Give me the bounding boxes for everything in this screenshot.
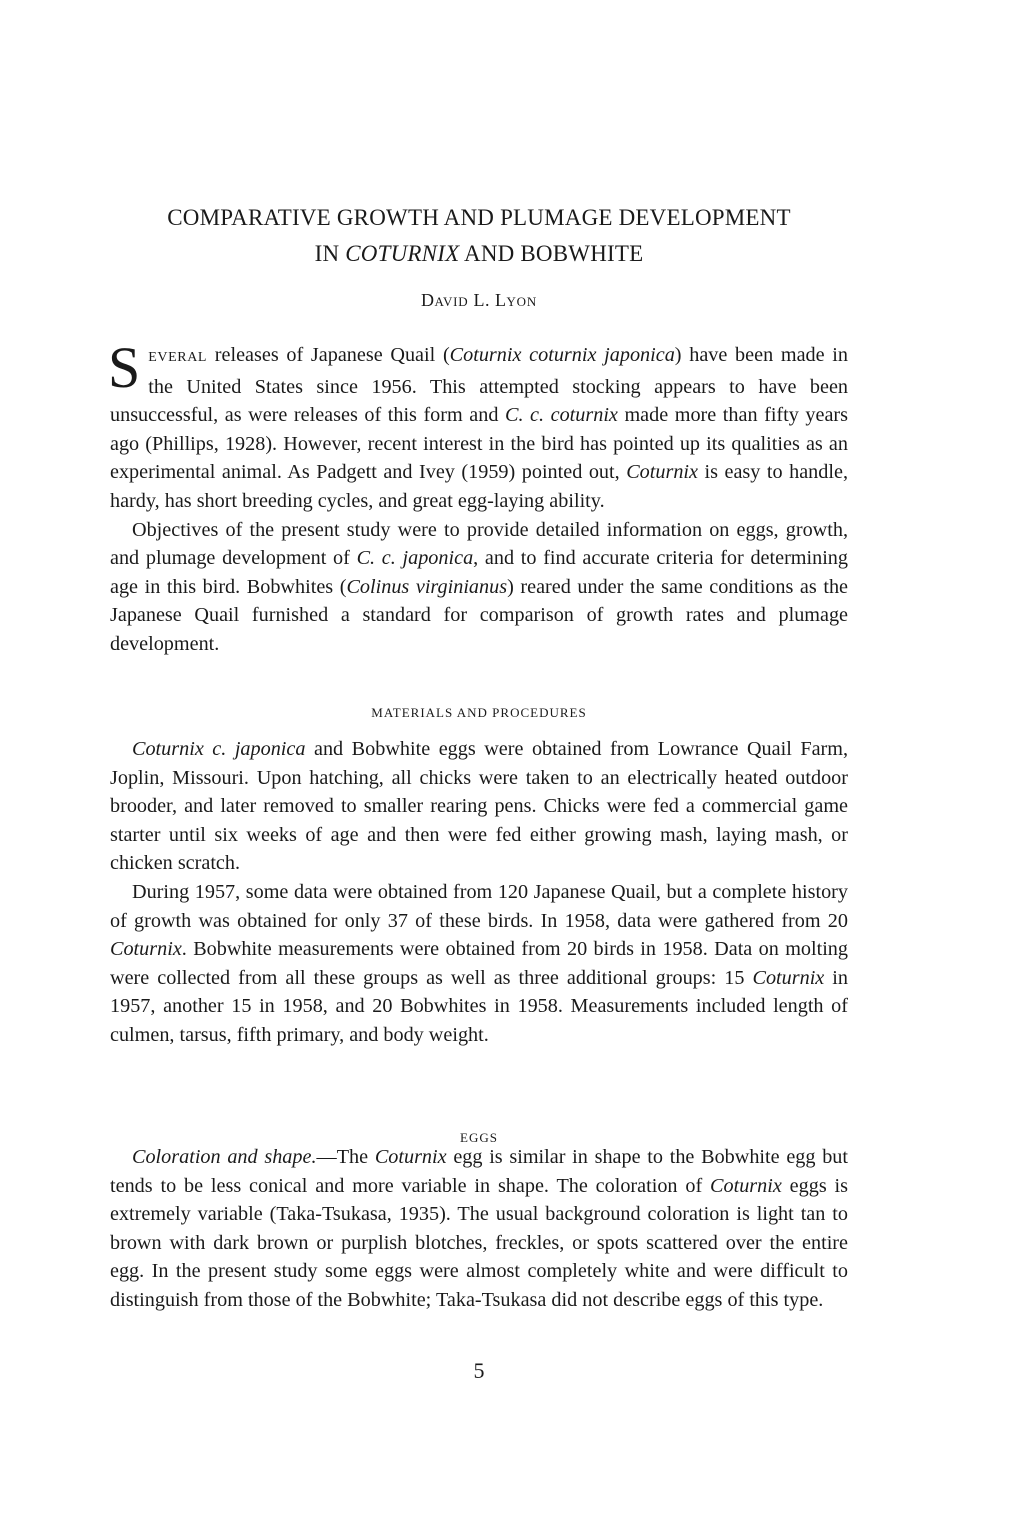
text-run: . Bobwhite measurements were obtained from 20 birds in 1958. Data on molting were collected from all these groups as well as three additional groups: 15 <box>110 938 848 989</box>
text-run: egg is similar in shape to the Bobwhite egg but tends to be less conical and more variable in shape. The coloration of <box>110 1146 848 1197</box>
page-number: 5 <box>473 1358 485 1383</box>
italic-run: C. c. japonica <box>356 547 474 570</box>
eggs-heading: EGGS <box>460 1130 498 1145</box>
text-run: and Bobwhite eggs were obtained from Lowrance Quail Farm, Joplin, Missouri. Upon hatching, all chicks were taken to an electrically heated outdoor brooder, and later removed to smaller rearing pens. Chicks were fed a commercial game starter until six weeks of age and then were fed either growing mash, laying mash, or chicken scratch. <box>110 738 849 875</box>
materials-paragraph-1 <box>110 735 848 878</box>
eggs-section <box>110 1143 848 1315</box>
materials-heading: MATERIALS AND PROCEDURES <box>371 705 587 720</box>
lead-small-caps: EVERAL <box>148 350 208 365</box>
materials-paragraph-2 <box>110 878 848 1050</box>
author-byline <box>110 290 848 311</box>
title-line-2-italic: COTURNIX <box>345 241 460 266</box>
text-run: releases of Japanese Quail ( <box>207 344 450 366</box>
text-run: in 1957, another 15 in 1958, and 20 Bobwhites in 1958. Measurements included length of culmen, tarsus, fifth primary, and body weight. <box>110 966 848 1046</box>
italic-run: Colinus virginianus <box>346 575 508 598</box>
materials-section <box>110 735 848 1050</box>
text-run: made more than fifty years ago (Phillips, 1928). However, recent interest in the bird has pointed up its qualities as an experimental animal. As Padgett and Ivey (1959) pointed out, <box>110 404 849 484</box>
author-middle: L. <box>468 290 495 310</box>
title-line-2-suffix: AND BOBWHITE <box>459 241 644 266</box>
italic-run: Coturnix <box>752 966 825 989</box>
title-line-1: COMPARATIVE GROWTH AND PLUMAGE DEVELOPMENT <box>167 205 791 230</box>
title-line-2 <box>110 236 848 272</box>
italic-run: Coloration and shape. <box>132 1146 317 1168</box>
title-line-2-prefix: IN <box>314 241 346 266</box>
italic-run: Coturnix <box>626 461 698 484</box>
author-last-rest: YON <box>506 294 538 309</box>
intro-section <box>108 335 849 659</box>
author-last-cap: L <box>494 290 507 310</box>
italic-run: Coturnix <box>374 1146 447 1168</box>
text-run: ) have been made in the United States since 1956. This attempted stocking appears to have been unsuccessful, as were releases of this form and <box>110 344 849 427</box>
italic-run: C. c. coturnix <box>504 404 618 427</box>
text-run: —The <box>316 1146 375 1168</box>
author-first-rest: AVID <box>434 294 469 309</box>
intro-paragraph-1 <box>108 335 849 516</box>
eggs-paragraph-1 <box>110 1143 848 1315</box>
text-run: is easy to handle, hardy, has short breeding cycles, and great egg-laying ability. <box>110 461 848 512</box>
italic-run: Coturnix <box>110 938 182 961</box>
page <box>110 0 848 1539</box>
italic-run: Coturnix <box>710 1174 782 1197</box>
italic-run: Coturnix coturnix japonica <box>449 344 675 366</box>
text-run: Objectives of the present study were to provide detailed information on eggs, growth, and plumage development of <box>110 518 848 570</box>
article-title <box>110 200 848 272</box>
intro-paragraph-2 <box>110 516 848 659</box>
author-first-cap: D <box>420 290 435 310</box>
text-run: ) reared under the same conditions as the Japanese Quail furnished a standard for comparison of growth rates and plumage development. <box>110 575 848 655</box>
text-run: , and to find accurate criteria for determining age in this bird. Bobwhites ( <box>110 547 848 598</box>
italic-run: Coturnix c. japonica <box>132 738 306 760</box>
text-run: eggs is extremely variable (Taka-Tsukasa, 1935). The usual background coloration is light tan to brown with dark brown or purplish blotches, freckles, or spots scattered over the entire egg. In the present study some eggs were almost completely white and were difficult to distinguish from those of the Bobwhite; Taka-Tsukasa did not describe eggs of this type. <box>110 1174 849 1311</box>
text-run: During 1957, some data were obtained from 120 Japanese Quail, but a complete history of growth was obtained for only 37 of these birds. In 1958, data were gathered from 20 <box>110 880 848 932</box>
drop-cap: S <box>108 335 141 400</box>
